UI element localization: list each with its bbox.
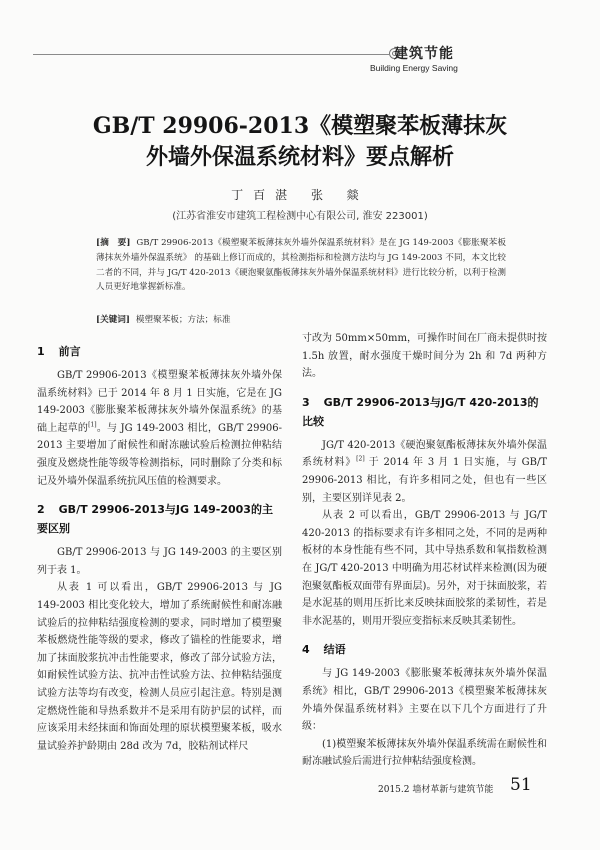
section-title: 前言 — [58, 345, 81, 358]
section-number: 2 — [37, 503, 45, 517]
section-3-paragraph-2: 从表 2 可以看出，GB/T 29906-2013 与 JG/T 420-2013 的指标要求有许多相同之处，不同的是两种板材的本身性能有些不同，其中导热系数和氧指数检测在 JG/T 420-2013 中明确为用芯材试样来检测(因为硬泡聚氨酯板双面带有界面层)。另外，对于抹面胶浆，若是水泥基的则用压折比来反映抹面胶浆的柔韧性，若是非水泥基的，则用开裂应变指标来反映其柔韧性。 — [302, 510, 547, 627]
paragraph-text: GB/T 29906-2013《模塑聚苯板薄抹灰外墙外保温系统材料》已于 2014 年 8 月 1 日实施，它是在 JG 149-2003《膨胀聚苯板薄抹灰外墙外保温系统》的基础上起草的 — [37, 370, 282, 434]
section-3-heading — [302, 393, 547, 431]
section-2-paragraph-2-continued: 寸改为 50mm×50mm，可操作时间在厂商未提供时按 1.5h 放置，耐水强度干燥时间分为 2h 和 7d 两种方法。 — [302, 333, 547, 380]
affiliation: (江苏省淮安市建筑工程检测中心有限公司, 淮安 223001) — [172, 211, 428, 222]
keywords-label: [关键词] — [96, 315, 130, 325]
section-title: GB/T 29906-2013与JG/T 420-2013的比较 — [302, 395, 539, 428]
abstract-label: [摘 要] — [96, 238, 131, 248]
section-4-paragraph-2: (1)模塑聚苯板薄抹灰外墙外保温系统需在耐候性和耐冻融试验后需进行拉伸粘结强度检测。 — [302, 738, 547, 768]
article-title-line2: 外墙外保温系统材料》要点解析 — [145, 144, 454, 170]
reference-1: [1] — [88, 421, 97, 429]
reference-2: [2] — [356, 456, 365, 464]
left-column — [37, 342, 282, 755]
footer-issue: 2015.2 墙材革新与建筑节能 — [378, 785, 494, 795]
section-1-heading — [37, 342, 282, 361]
journal-name-cn: 建筑节能 — [394, 46, 454, 62]
section-number: 4 — [302, 643, 310, 657]
section-title: GB/T 29906-2013与JG 149-2003的主要区别 — [37, 503, 273, 536]
section-title: 结语 — [323, 643, 346, 657]
paragraph-text: 。与 JG 149-2003 相比，GB/T 29906-2013 主要增加了耐候性和耐冻融试验后检测拉伸粘结强度及燃烧性能等级等检测指标，同时删除了分类和标记及外墙外保温系统抗风压值的检测要求。 — [37, 422, 283, 487]
journal-name-en: Building Energy Saving — [370, 63, 458, 73]
abstract — [96, 236, 506, 295]
section-2-paragraph-2: 从表 1 可以看出，GB/T 29906-2013 与 JG 149-2003 相比变化较大，增加了系统耐候性和耐冻融试验后的拉伸粘结强度检测的要求，同时增加了模塑聚苯板燃烧性能等级的要求，修改了锚栓的性能要求，增加了抹面胶浆抗冲击性能要求，修改了部分试验方法，如耐候性试验方法、抗冲击性试验方法、拉伸粘结强度试验方法等均有改变，检测人员应引起注意。特别是测定燃烧性能和导热系数并不是采用有防护层的试样，而应该采用未经抹面和饰面处理的原状模塑聚苯板，吸水量试验养护龄期由 28d 改为 7d，胶粘剂试样尺 — [37, 582, 282, 752]
paragraph-text: 于 2014 年 3 月 1 日实施，与 GB/T 29906-2013 相比，有许多相同之处，但也有一些区别，主要区别详见表 2。 — [302, 457, 547, 504]
section-4-paragraph-1: 与 JG 149-2003《膨胀聚苯板薄抹灰外墙外保温系统》相比，GB/T 29906-2013《模塑聚苯板薄抹灰外墙外保温系统材料》主要在以下几个方面进行了升级： — [302, 668, 547, 733]
keywords — [96, 313, 506, 327]
section-number: 3 — [302, 395, 310, 409]
section-3-paragraph-1 — [302, 437, 547, 507]
section-number: 1 — [37, 345, 45, 358]
right-column — [302, 330, 547, 771]
keywords-text: 模塑聚苯板；方法；标准 — [135, 315, 231, 325]
section-1-paragraph — [37, 367, 282, 490]
page-number: 51 — [510, 775, 532, 795]
section-4-heading — [302, 640, 547, 659]
header-rule — [33, 54, 389, 55]
paragraph-text: JG/T 420-2013《硬泡聚氨酯板薄抹灰外墙外保温系统材料》 — [302, 439, 547, 469]
abstract-text: GB/T 29906-2013《模塑聚苯板薄抹灰外墙外保温系统材料》是在 JG 149-2003《膨胀聚苯板薄抹灰外墙外保温系统》 的基础上修订而成的，其检测指标和检测方法均与 JG 149-2003 不同，本文比较二者的不同，并与 JG/T 420-2013《硬泡聚氨酯板薄抹灰外墙外保温系统材料》进行比较分析，以利于检测人员更好地掌握新标准。 — [96, 238, 506, 293]
authors: 丁百湛 张 燚 — [231, 188, 369, 202]
article-title-line1: GB/T 29906-2013《模塑聚苯板薄抹灰 — [92, 113, 508, 139]
section-2-paragraph-1: GB/T 29906-2013 与 JG 149-2003 的主要区别列于表 1。 — [37, 547, 282, 576]
section-2-heading — [37, 500, 282, 538]
